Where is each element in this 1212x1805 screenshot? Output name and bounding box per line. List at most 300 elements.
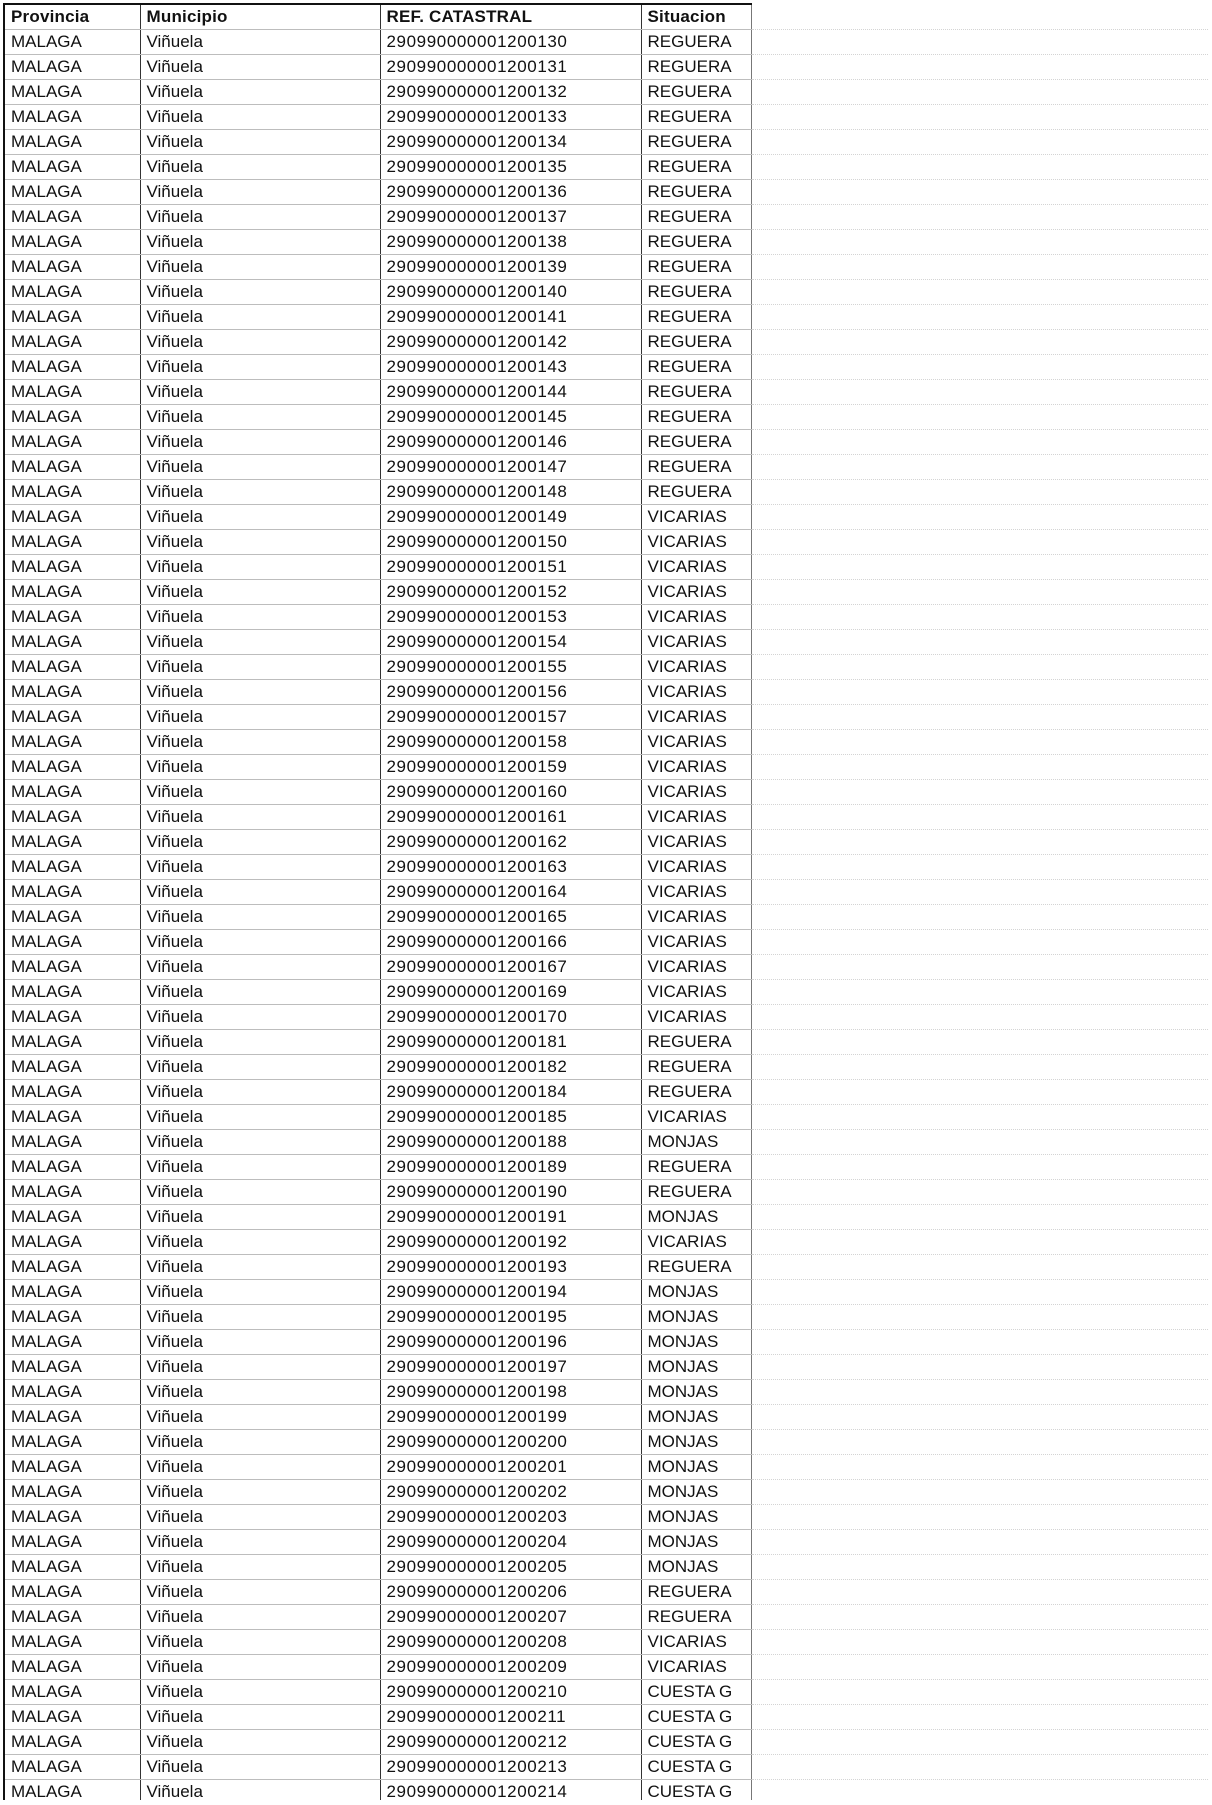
cell-municipio[interactable]: Viñuela	[140, 930, 380, 955]
cell-ref-catastral[interactable]: 290990000001200160	[380, 780, 641, 805]
cell-ref-catastral[interactable]: 290990000001200181	[380, 1030, 641, 1055]
cell-situacion[interactable]: VICARIAS	[641, 555, 751, 580]
cell-provincia[interactable]: MALAGA	[4, 155, 140, 180]
cell-municipio[interactable]: Viñuela	[140, 1030, 380, 1055]
cell-ref-catastral[interactable]: 290990000001200149	[380, 505, 641, 530]
cell-situacion[interactable]: REGUERA	[641, 30, 751, 55]
cell-ref-catastral[interactable]: 290990000001200194	[380, 1280, 641, 1305]
cell-provincia[interactable]: MALAGA	[4, 580, 140, 605]
cell-municipio[interactable]: Viñuela	[140, 1430, 380, 1455]
cell-ref-catastral[interactable]: 290990000001200162	[380, 830, 641, 855]
cell-ref-catastral[interactable]: 290990000001200192	[380, 1230, 641, 1255]
cell-provincia[interactable]: MALAGA	[4, 605, 140, 630]
cell-ref-catastral[interactable]: 290990000001200201	[380, 1455, 641, 1480]
table-row	[4, 455, 1208, 480]
cell-provincia[interactable]: MALAGA	[4, 1580, 140, 1605]
cell-ref-catastral[interactable]: 290990000001200188	[380, 1130, 641, 1155]
cell-provincia[interactable]: MALAGA	[4, 1305, 140, 1330]
cell-provincia[interactable]: MALAGA	[4, 680, 140, 705]
cell-provincia[interactable]: MALAGA	[4, 1405, 140, 1430]
cell-ref-catastral[interactable]: 290990000001200147	[380, 455, 641, 480]
cell-municipio[interactable]: Viñuela	[140, 130, 380, 155]
cell-provincia[interactable]: MALAGA	[4, 1105, 140, 1130]
cell-provincia[interactable]: MALAGA	[4, 1555, 140, 1580]
cell-provincia[interactable]: MALAGA	[4, 1680, 140, 1705]
cell-ref-catastral[interactable]: 290990000001200199	[380, 1405, 641, 1430]
table-row	[4, 580, 1208, 605]
cell-provincia[interactable]: MALAGA	[4, 355, 140, 380]
cell-situacion[interactable]: REGUERA	[641, 180, 751, 205]
cell-situacion[interactable]: VICARIAS	[641, 505, 751, 530]
cell-municipio[interactable]: Viñuela	[140, 455, 380, 480]
cell-municipio[interactable]: Viñuela	[140, 1155, 380, 1180]
cell-situacion[interactable]: MONJAS	[641, 1555, 751, 1580]
cell-ref-catastral[interactable]: 290990000001200197	[380, 1355, 641, 1380]
cell-provincia[interactable]: MALAGA	[4, 80, 140, 105]
cell-municipio[interactable]: Viñuela	[140, 80, 380, 105]
cell-situacion[interactable]: VICARIAS	[641, 955, 751, 980]
cell-provincia[interactable]: MALAGA	[4, 755, 140, 780]
cell-situacion[interactable]: VICARIAS	[641, 530, 751, 555]
cell-ref-catastral[interactable]: 290990000001200182	[380, 1055, 641, 1080]
cell-ref-catastral[interactable]: 290990000001200135	[380, 155, 641, 180]
cell-municipio[interactable]: Viñuela	[140, 755, 380, 780]
cell-situacion[interactable]: VICARIAS	[641, 680, 751, 705]
cell-ref-catastral[interactable]: 290990000001200134	[380, 130, 641, 155]
cell-ref-catastral[interactable]: 290990000001200136	[380, 180, 641, 205]
cell-provincia[interactable]: MALAGA	[4, 655, 140, 680]
cell-municipio[interactable]: Viñuela	[140, 1005, 380, 1030]
cell-provincia[interactable]: MALAGA	[4, 380, 140, 405]
cell-situacion[interactable]: VICARIAS	[641, 930, 751, 955]
cell-provincia[interactable]: MALAGA	[4, 880, 140, 905]
cell-provincia[interactable]: MALAGA	[4, 430, 140, 455]
cell-municipio[interactable]: Viñuela	[140, 1455, 380, 1480]
cell-provincia[interactable]: MALAGA	[4, 855, 140, 880]
cell-municipio[interactable]: Viñuela	[140, 1080, 380, 1105]
cell-municipio[interactable]: Viñuela	[140, 1480, 380, 1505]
cell-ref-catastral[interactable]: 290990000001200202	[380, 1480, 641, 1505]
cell-municipio[interactable]: Viñuela	[140, 905, 380, 930]
cell-situacion[interactable]: MONJAS	[641, 1530, 751, 1555]
cell-situacion[interactable]: VICARIAS	[641, 905, 751, 930]
cell-situacion[interactable]: VICARIAS	[641, 880, 751, 905]
cell-municipio[interactable]: Viñuela	[140, 1130, 380, 1155]
table-row	[4, 630, 1208, 655]
cell-situacion[interactable]: CUESTA G	[641, 1780, 751, 1801]
cell-ref-catastral[interactable]: 290990000001200158	[380, 730, 641, 755]
cell-ref-catastral[interactable]: 290990000001200150	[380, 530, 641, 555]
cell-provincia[interactable]: MALAGA	[4, 1730, 140, 1755]
cell-situacion[interactable]: MONJAS	[641, 1305, 751, 1330]
cell-situacion[interactable]: VICARIAS	[641, 705, 751, 730]
cell-provincia[interactable]: MALAGA	[4, 30, 140, 55]
column-header-municipio[interactable]: Municipio	[140, 4, 380, 30]
cell-situacion[interactable]: VICARIAS	[641, 1105, 751, 1130]
cell-situacion[interactable]: VICARIAS	[641, 730, 751, 755]
cell-ref-catastral[interactable]: 290990000001200166	[380, 930, 641, 955]
cell-provincia[interactable]: MALAGA	[4, 1355, 140, 1380]
cell-ref-catastral[interactable]: 290990000001200144	[380, 380, 641, 405]
cell-ref-catastral[interactable]: 290990000001200163	[380, 855, 641, 880]
cell-municipio[interactable]: Viñuela	[140, 105, 380, 130]
cell-provincia[interactable]: MALAGA	[4, 905, 140, 930]
cell-provincia[interactable]: MALAGA	[4, 555, 140, 580]
cell-municipio[interactable]: Viñuela	[140, 305, 380, 330]
cell-ref-catastral[interactable]: 290990000001200205	[380, 1555, 641, 1580]
cell-municipio[interactable]: Viñuela	[140, 1355, 380, 1380]
table-row	[4, 755, 1208, 780]
cell-provincia[interactable]: MALAGA	[4, 730, 140, 755]
cell-provincia[interactable]: MALAGA	[4, 805, 140, 830]
cell-provincia[interactable]: MALAGA	[4, 480, 140, 505]
cell-ref-catastral[interactable]: 290990000001200184	[380, 1080, 641, 1105]
cell-municipio[interactable]: Viñuela	[140, 705, 380, 730]
cell-ref-catastral[interactable]: 290990000001200146	[380, 430, 641, 455]
cell-ref-catastral[interactable]: 290990000001200131	[380, 55, 641, 80]
cell-municipio[interactable]: Viñuela	[140, 1605, 380, 1630]
cell-municipio[interactable]: Viñuela	[140, 480, 380, 505]
cell-situacion[interactable]: MONJAS	[641, 1505, 751, 1530]
cell-situacion[interactable]: REGUERA	[641, 105, 751, 130]
cell-situacion[interactable]: MONJAS	[641, 1455, 751, 1480]
cell-situacion[interactable]: REGUERA	[641, 305, 751, 330]
cell-municipio[interactable]: Viñuela	[140, 730, 380, 755]
cell-municipio[interactable]: Viñuela	[140, 680, 380, 705]
cell-municipio[interactable]: Viñuela	[140, 1330, 380, 1355]
cell-situacion[interactable]: VICARIAS	[641, 630, 751, 655]
cell-situacion[interactable]: VICARIAS	[641, 755, 751, 780]
cell-situacion[interactable]: REGUERA	[641, 330, 751, 355]
cell-provincia[interactable]: MALAGA	[4, 1655, 140, 1680]
column-header-provincia[interactable]: Provincia	[4, 4, 140, 30]
cell-ref-catastral[interactable]: 290990000001200161	[380, 805, 641, 830]
cell-municipio[interactable]: Viñuela	[140, 980, 380, 1005]
cell-municipio[interactable]: Viñuela	[140, 280, 380, 305]
cell-municipio[interactable]: Viñuela	[140, 1505, 380, 1530]
cell-municipio[interactable]: Viñuela	[140, 180, 380, 205]
cell-municipio[interactable]: Viñuela	[140, 1680, 380, 1705]
cell-ref-catastral[interactable]: 290990000001200159	[380, 755, 641, 780]
cell-municipio[interactable]: Viñuela	[140, 1755, 380, 1780]
cell-municipio[interactable]: Viñuela	[140, 555, 380, 580]
cell-situacion[interactable]: VICARIAS	[641, 780, 751, 805]
cell-situacion[interactable]: VICARIAS	[641, 1655, 751, 1680]
cell-provincia[interactable]: MALAGA	[4, 1180, 140, 1205]
cell-provincia[interactable]: MALAGA	[4, 1155, 140, 1180]
cell-situacion[interactable]: REGUERA	[641, 55, 751, 80]
cell-situacion[interactable]: REGUERA	[641, 455, 751, 480]
cell-provincia[interactable]: MALAGA	[4, 1705, 140, 1730]
cell-ref-catastral[interactable]: 290990000001200164	[380, 880, 641, 905]
cell-municipio[interactable]: Viñuela	[140, 405, 380, 430]
cell-situacion[interactable]: VICARIAS	[641, 580, 751, 605]
cell-ref-catastral[interactable]: 290990000001200165	[380, 905, 641, 930]
cell-situacion[interactable]: VICARIAS	[641, 1005, 751, 1030]
cell-provincia[interactable]: MALAGA	[4, 505, 140, 530]
cell-provincia[interactable]: MALAGA	[4, 705, 140, 730]
cell-situacion[interactable]: CUESTA G	[641, 1755, 751, 1780]
cell-situacion[interactable]: VICARIAS	[641, 605, 751, 630]
cell-situacion[interactable]: REGUERA	[641, 355, 751, 380]
cell-situacion[interactable]: REGUERA	[641, 1080, 751, 1105]
cell-provincia[interactable]: MALAGA	[4, 1530, 140, 1555]
cell-ref-catastral[interactable]: 290990000001200157	[380, 705, 641, 730]
cell-situacion[interactable]: CUESTA G	[641, 1730, 751, 1755]
cell-municipio[interactable]: Viñuela	[140, 430, 380, 455]
cell-situacion[interactable]: REGUERA	[641, 380, 751, 405]
cell-municipio[interactable]: Viñuela	[140, 1580, 380, 1605]
cell-municipio[interactable]: Viñuela	[140, 1530, 380, 1555]
column-header-situacion[interactable]: Situacion	[641, 4, 751, 30]
cell-municipio[interactable]: Viñuela	[140, 505, 380, 530]
cell-situacion[interactable]: MONJAS	[641, 1380, 751, 1405]
cell-provincia[interactable]: MALAGA	[4, 1030, 140, 1055]
cell-provincia[interactable]: MALAGA	[4, 1280, 140, 1305]
cell-situacion[interactable]: REGUERA	[641, 230, 751, 255]
empty-cell	[751, 1755, 1208, 1780]
cell-municipio[interactable]: Viñuela	[140, 255, 380, 280]
cell-municipio[interactable]: Viñuela	[140, 55, 380, 80]
cell-municipio[interactable]: Viñuela	[140, 1655, 380, 1680]
cell-situacion[interactable]: VICARIAS	[641, 1630, 751, 1655]
empty-cell	[751, 1580, 1208, 1605]
cell-municipio[interactable]: Viñuela	[140, 830, 380, 855]
cell-ref-catastral[interactable]: 290990000001200195	[380, 1305, 641, 1330]
cell-situacion[interactable]: VICARIAS	[641, 655, 751, 680]
cell-provincia[interactable]: MALAGA	[4, 305, 140, 330]
cell-municipio[interactable]: Viñuela	[140, 805, 380, 830]
cell-municipio[interactable]: Viñuela	[140, 1730, 380, 1755]
cell-ref-catastral[interactable]: 290990000001200137	[380, 205, 641, 230]
cell-situacion[interactable]: REGUERA	[641, 405, 751, 430]
cell-ref-catastral[interactable]: 290990000001200139	[380, 255, 641, 280]
cell-provincia[interactable]: MALAGA	[4, 1455, 140, 1480]
cell-situacion[interactable]: REGUERA	[641, 130, 751, 155]
column-header-ref-catastral[interactable]: REF. CATASTRAL	[380, 4, 641, 30]
cell-municipio[interactable]: Viñuela	[140, 855, 380, 880]
cell-situacion[interactable]: REGUERA	[641, 1255, 751, 1280]
cell-ref-catastral[interactable]: 290990000001200191	[380, 1205, 641, 1230]
cell-situacion[interactable]: VICARIAS	[641, 855, 751, 880]
cell-ref-catastral[interactable]: 290990000001200143	[380, 355, 641, 380]
cell-ref-catastral[interactable]: 290990000001200148	[380, 480, 641, 505]
cell-municipio[interactable]: Viñuela	[140, 1630, 380, 1655]
cell-municipio[interactable]: Viñuela	[140, 780, 380, 805]
cell-ref-catastral[interactable]: 290990000001200170	[380, 1005, 641, 1030]
cell-provincia[interactable]: MALAGA	[4, 1505, 140, 1530]
cell-situacion[interactable]: MONJAS	[641, 1355, 751, 1380]
cell-municipio[interactable]: Viñuela	[140, 1405, 380, 1430]
cell-provincia[interactable]: MALAGA	[4, 630, 140, 655]
cell-ref-catastral[interactable]: 290990000001200190	[380, 1180, 641, 1205]
cell-ref-catastral[interactable]: 290990000001200133	[380, 105, 641, 130]
cell-provincia[interactable]: MALAGA	[4, 255, 140, 280]
cell-municipio[interactable]: Viñuela	[140, 230, 380, 255]
cell-municipio[interactable]: Viñuela	[140, 955, 380, 980]
cell-municipio[interactable]: Viñuela	[140, 655, 380, 680]
cell-situacion[interactable]: REGUERA	[641, 1580, 751, 1605]
cell-provincia[interactable]: MALAGA	[4, 405, 140, 430]
cell-provincia[interactable]: MALAGA	[4, 1480, 140, 1505]
empty-cell	[751, 1530, 1208, 1555]
cell-situacion[interactable]: VICARIAS	[641, 1230, 751, 1255]
cell-municipio[interactable]: Viñuela	[140, 330, 380, 355]
cell-municipio[interactable]: Viñuela	[140, 1205, 380, 1230]
cell-situacion[interactable]: REGUERA	[641, 80, 751, 105]
cell-ref-catastral[interactable]: 290990000001200210	[380, 1680, 641, 1705]
cell-ref-catastral[interactable]: 290990000001200204	[380, 1530, 641, 1555]
cell-situacion[interactable]: REGUERA	[641, 155, 751, 180]
cell-ref-catastral[interactable]: 290990000001200198	[380, 1380, 641, 1405]
cell-ref-catastral[interactable]: 290990000001200211	[380, 1705, 641, 1730]
cell-situacion[interactable]: MONJAS	[641, 1480, 751, 1505]
cell-situacion[interactable]: REGUERA	[641, 480, 751, 505]
cell-provincia[interactable]: MALAGA	[4, 1130, 140, 1155]
cell-ref-catastral[interactable]: 290990000001200212	[380, 1730, 641, 1755]
spreadsheet-sheet	[3, 3, 1209, 1800]
cell-ref-catastral[interactable]: 290990000001200140	[380, 280, 641, 305]
cell-situacion[interactable]: REGUERA	[641, 1155, 751, 1180]
cell-provincia[interactable]: MALAGA	[4, 1005, 140, 1030]
cell-provincia[interactable]: MALAGA	[4, 980, 140, 1005]
cell-situacion[interactable]: REGUERA	[641, 1030, 751, 1055]
cell-situacion[interactable]: MONJAS	[641, 1430, 751, 1455]
cell-situacion[interactable]: REGUERA	[641, 205, 751, 230]
cell-municipio[interactable]: Viñuela	[140, 1555, 380, 1580]
cell-provincia[interactable]: MALAGA	[4, 530, 140, 555]
cell-ref-catastral[interactable]: 290990000001200130	[380, 30, 641, 55]
cell-ref-catastral[interactable]: 290990000001200142	[380, 330, 641, 355]
cell-ref-catastral[interactable]: 290990000001200153	[380, 605, 641, 630]
cell-provincia[interactable]: MALAGA	[4, 1230, 140, 1255]
cell-municipio[interactable]: Viñuela	[140, 605, 380, 630]
cell-provincia[interactable]: MALAGA	[4, 1205, 140, 1230]
cell-ref-catastral[interactable]: 290990000001200189	[380, 1155, 641, 1180]
cell-situacion[interactable]: REGUERA	[641, 280, 751, 305]
table-row	[4, 280, 1208, 305]
cell-situacion[interactable]: CUESTA G	[641, 1680, 751, 1705]
cell-ref-catastral[interactable]: 290990000001200209	[380, 1655, 641, 1680]
cell-provincia[interactable]: MALAGA	[4, 1630, 140, 1655]
cell-situacion[interactable]: VICARIAS	[641, 980, 751, 1005]
cell-municipio[interactable]: Viñuela	[140, 1780, 380, 1801]
empty-cell	[751, 1255, 1208, 1280]
cell-ref-catastral[interactable]: 290990000001200167	[380, 955, 641, 980]
cell-municipio[interactable]: Viñuela	[140, 1105, 380, 1130]
cell-provincia[interactable]: MALAGA	[4, 280, 140, 305]
cell-municipio[interactable]: Viñuela	[140, 1255, 380, 1280]
cell-municipio[interactable]: Viñuela	[140, 1380, 380, 1405]
cell-municipio[interactable]: Viñuela	[140, 30, 380, 55]
cell-situacion[interactable]: CUESTA G	[641, 1705, 751, 1730]
cell-provincia[interactable]: MALAGA	[4, 780, 140, 805]
cell-provincia[interactable]: MALAGA	[4, 1605, 140, 1630]
cell-provincia[interactable]: MALAGA	[4, 830, 140, 855]
cell-provincia[interactable]: MALAGA	[4, 130, 140, 155]
cell-provincia[interactable]: MALAGA	[4, 1430, 140, 1455]
cell-situacion[interactable]: REGUERA	[641, 1055, 751, 1080]
cell-ref-catastral[interactable]: 290990000001200152	[380, 580, 641, 605]
cell-ref-catastral[interactable]: 290990000001200200	[380, 1430, 641, 1455]
empty-cell	[751, 330, 1208, 355]
cell-ref-catastral[interactable]: 290990000001200208	[380, 1630, 641, 1655]
cell-ref-catastral[interactable]: 290990000001200193	[380, 1255, 641, 1280]
cell-provincia[interactable]: MALAGA	[4, 1055, 140, 1080]
cell-provincia[interactable]: MALAGA	[4, 1780, 140, 1801]
table-row	[4, 930, 1208, 955]
cell-ref-catastral[interactable]: 290990000001200138	[380, 230, 641, 255]
cell-provincia[interactable]: MALAGA	[4, 955, 140, 980]
cell-ref-catastral[interactable]: 290990000001200155	[380, 655, 641, 680]
cell-municipio[interactable]: Viñuela	[140, 355, 380, 380]
cell-municipio[interactable]: Viñuela	[140, 1180, 380, 1205]
cell-provincia[interactable]: MALAGA	[4, 55, 140, 80]
cell-ref-catastral[interactable]: 290990000001200206	[380, 1580, 641, 1605]
cell-provincia[interactable]: MALAGA	[4, 1380, 140, 1405]
cell-situacion[interactable]: REGUERA	[641, 255, 751, 280]
cell-ref-catastral[interactable]: 290990000001200203	[380, 1505, 641, 1530]
cell-provincia[interactable]: MALAGA	[4, 1755, 140, 1780]
cell-ref-catastral[interactable]: 290990000001200213	[380, 1755, 641, 1780]
cell-ref-catastral[interactable]: 290990000001200185	[380, 1105, 641, 1130]
cell-provincia[interactable]: MALAGA	[4, 1330, 140, 1355]
cell-provincia[interactable]: MALAGA	[4, 930, 140, 955]
cell-situacion[interactable]: MONJAS	[641, 1330, 751, 1355]
cell-provincia[interactable]: MALAGA	[4, 105, 140, 130]
cell-situacion[interactable]: MONJAS	[641, 1405, 751, 1430]
cell-ref-catastral[interactable]: 290990000001200141	[380, 305, 641, 330]
cell-municipio[interactable]: Viñuela	[140, 880, 380, 905]
cell-situacion[interactable]: VICARIAS	[641, 830, 751, 855]
cell-municipio[interactable]: Viñuela	[140, 530, 380, 555]
cell-municipio[interactable]: Viñuela	[140, 1280, 380, 1305]
cell-ref-catastral[interactable]: 290990000001200145	[380, 405, 641, 430]
cell-provincia[interactable]: MALAGA	[4, 205, 140, 230]
cell-situacion[interactable]: REGUERA	[641, 1605, 751, 1630]
cell-provincia[interactable]: MALAGA	[4, 1255, 140, 1280]
cell-situacion[interactable]: VICARIAS	[641, 805, 751, 830]
cell-provincia[interactable]: MALAGA	[4, 330, 140, 355]
cell-ref-catastral[interactable]: 290990000001200156	[380, 680, 641, 705]
cell-situacion[interactable]: MONJAS	[641, 1280, 751, 1305]
cell-ref-catastral[interactable]: 290990000001200151	[380, 555, 641, 580]
cell-municipio[interactable]: Viñuela	[140, 380, 380, 405]
cell-situacion[interactable]: REGUERA	[641, 430, 751, 455]
cell-situacion[interactable]: MONJAS	[641, 1130, 751, 1155]
cell-provincia[interactable]: MALAGA	[4, 180, 140, 205]
cell-provincia[interactable]: MALAGA	[4, 1080, 140, 1105]
cell-ref-catastral[interactable]: 290990000001200169	[380, 980, 641, 1005]
cell-provincia[interactable]: MALAGA	[4, 230, 140, 255]
cell-ref-catastral[interactable]: 290990000001200132	[380, 80, 641, 105]
cell-municipio[interactable]: Viñuela	[140, 1230, 380, 1255]
cell-ref-catastral[interactable]: 290990000001200214	[380, 1780, 641, 1801]
cell-municipio[interactable]: Viñuela	[140, 1705, 380, 1730]
cell-municipio[interactable]: Viñuela	[140, 205, 380, 230]
cell-situacion[interactable]: REGUERA	[641, 1180, 751, 1205]
cell-municipio[interactable]: Viñuela	[140, 580, 380, 605]
cell-ref-catastral[interactable]: 290990000001200196	[380, 1330, 641, 1355]
cell-municipio[interactable]: Viñuela	[140, 155, 380, 180]
cell-municipio[interactable]: Viñuela	[140, 630, 380, 655]
cell-situacion[interactable]: MONJAS	[641, 1205, 751, 1230]
cell-municipio[interactable]: Viñuela	[140, 1055, 380, 1080]
cell-ref-catastral[interactable]: 290990000001200154	[380, 630, 641, 655]
cell-municipio[interactable]: Viñuela	[140, 1305, 380, 1330]
cell-provincia[interactable]: MALAGA	[4, 455, 140, 480]
cell-ref-catastral[interactable]: 290990000001200207	[380, 1605, 641, 1630]
